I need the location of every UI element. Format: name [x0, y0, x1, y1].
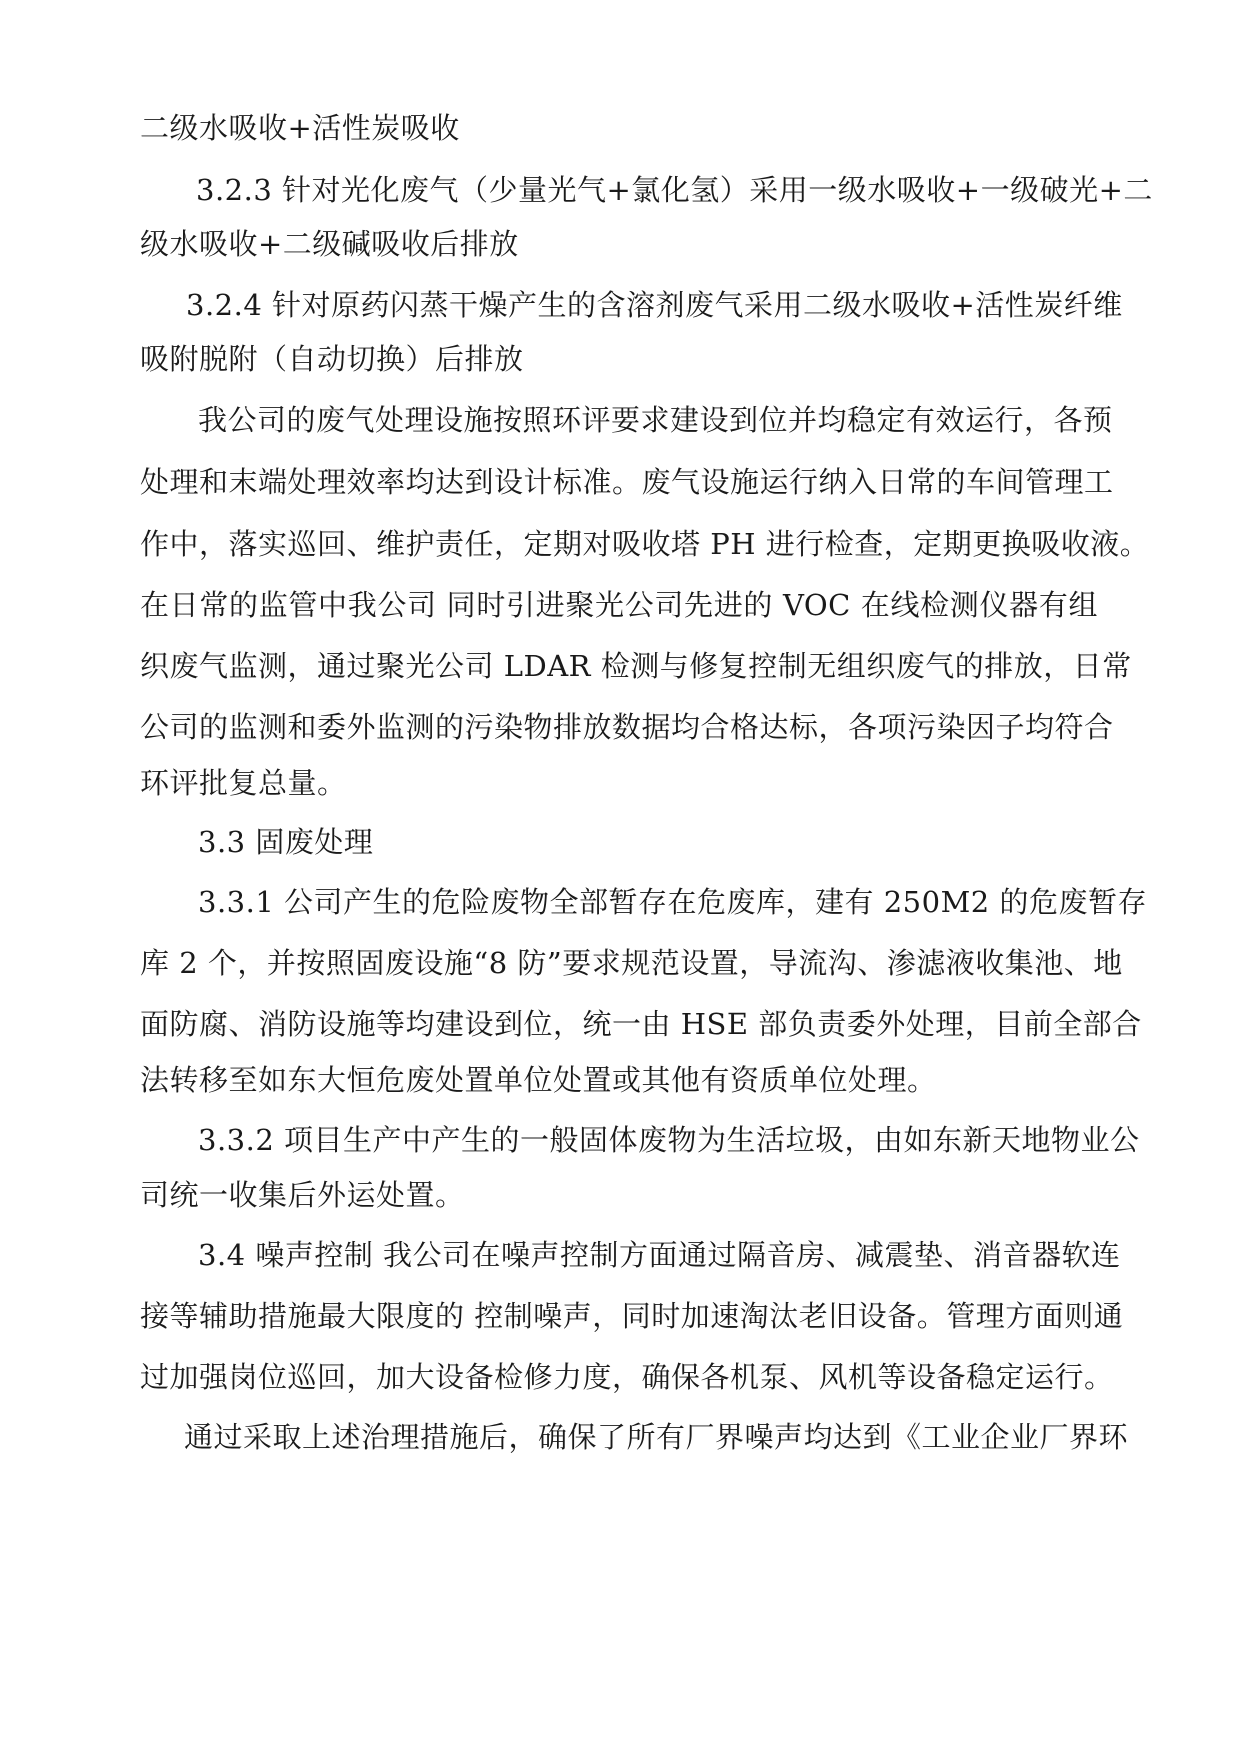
text-line-12: 环评批复总量。 [140, 766, 347, 800]
text-line-17: 法转移至如东大恒危废处置单位处置或其他有资质单位处理。 [140, 1063, 937, 1097]
text-line-15: 库 2 个，并按照固废设施“8 防”要求规范设置，导流沟、渗滤液收集池、地 [140, 946, 1123, 980]
text-line-6: 我公司的废气处理设施按照环评要求建设到位并均稳定有效运行，各预 [198, 403, 1113, 437]
text-line-22: 过加强岗位巡回，加大设备检修力度，确保各机泵、风机等设备稳定运行。 [140, 1360, 1114, 1394]
text-line-14: 3.3.1 公司产生的危险废物全部暂存在危废库，建有 250M2 的危废暂存 [198, 885, 1147, 919]
text-line-1: 二级水吸收+活性炭吸收 [140, 111, 460, 145]
text-line-16: 面防腐、消防设施等均建设到位，统一由 HSE 部负责委外处理，目前全部合 [140, 1007, 1142, 1041]
section-heading-3-3: 3.3 固废处理 [198, 825, 374, 859]
text-line-18: 3.3.2 项目生产中产生的一般固体废物为生活垃圾，由如东新天地物业公 [198, 1123, 1140, 1157]
text-line-9: 在日常的监管中我公司 同时引进聚光公司先进的 VOC 在线检测仪器有组 [140, 588, 1098, 622]
text-line-20: 3.4 噪声控制 我公司在噪声控制方面通过隔音房、减震垫、消音器软连 [198, 1238, 1121, 1272]
text-line-19: 司统一收集后外运处置。 [140, 1178, 465, 1212]
text-line-5: 吸附脱附（自动切换）后排放 [140, 342, 524, 376]
text-line-11: 公司的监测和委外监测的污染物排放数据均合格达标，各项污染因子均符合 [140, 710, 1114, 744]
text-line-8: 作中，落实巡回、维护责任，定期对吸收塔 PH 进行检查，定期更换吸收液。 [140, 527, 1150, 561]
text-line-23: 通过采取上述治理措施后，确保了所有厂界噪声均达到《工业企业厂界环 [184, 1420, 1129, 1454]
text-line-2: 3.2.3 针对光化废气（少量光气+氯化氢）采用一级水吸收+一级破光+二 [196, 173, 1153, 207]
text-line-7: 处理和末端处理效率均达到设计标准。废气设施运行纳入日常的车间管理工 [140, 465, 1114, 499]
text-line-21: 接等辅助措施最大限度的 控制噪声，同时加速淘汰老旧设备。管理方面则通 [140, 1299, 1124, 1333]
text-line-3: 级水吸收+二级碱吸收后排放 [140, 227, 519, 261]
text-line-10: 织废气监测，通过聚光公司 LDAR 检测与修复控制无组织废气的排放，日常 [140, 649, 1132, 683]
text-line-4: 3.2.4 针对原药闪蒸干燥产生的含溶剂废气采用二级水吸收+活性炭纤维 [186, 288, 1123, 322]
